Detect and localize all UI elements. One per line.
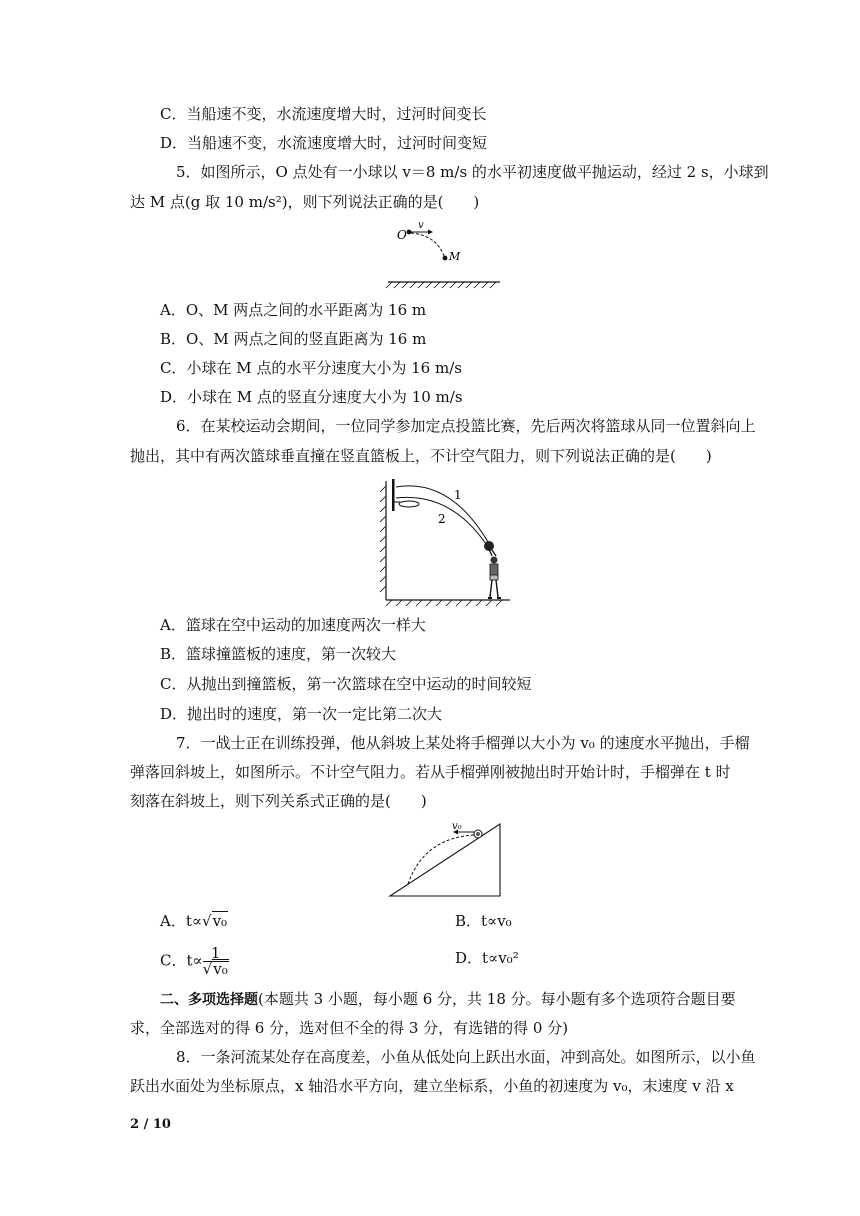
q6-option-d: D．抛出时的速度，第一次一定比第二次大 [160,705,443,723]
q6-player [488,549,501,598]
q7-option-c-denominator: v₀ [213,960,228,978]
q4-option-d: D．当船速不变，水流速度增大时，过河时间变短 [160,134,488,152]
q7-slope-figure [388,818,508,900]
section2-instructions: (本题共 3 小题，每小题 6 分，共 18 分。每小题有多个选项符合题目要 [258,990,736,1008]
q7-stem-line3: 刻落在斜坡上，则下列关系式正确的是( ) [130,792,427,810]
q7-option-c [160,946,229,977]
q7-option-c-numerator: 1 [210,944,221,962]
q7-option-c-prefix: C．t∝ [160,951,203,970]
page-number: 2 / 10 [130,1117,171,1132]
q6-option-b: B．篮球撞篮板的速度，第一次较大 [160,645,397,663]
q5-label-o: O [397,228,407,242]
q5-option-a: A．O、M 两点之间的水平距离为 16 m [160,301,427,319]
q7-option-a-prefix: A．t∝ [160,912,203,930]
q5-projectile-figure [380,218,510,290]
q6-label-2: 2 [438,512,446,526]
section2-title: 二、多项选择题 [160,992,258,1008]
q6-basketball-figure [378,476,518,608]
q7-stem-line1: 7．一战士正在训练投弹，他从斜坡上某处将手榴弹以大小为 v₀ 的速度水平抛出，手榴 [176,734,750,752]
q5-option-d: D．小球在 M 点的竖直分速度大小为 10 m/s [160,388,463,406]
section2-heading-line1 [160,989,736,1010]
q6-stem-line2: 抛出，其中有两次篮球垂直撞在竖直篮板上，不计空气阻力，则下列说法正确的是( ) [130,447,712,465]
q5-label-m: M [449,250,461,263]
q8-stem-line1: 8．一条河流某处存在高度差，小鱼从低处向上跃出水面，冲到高处。如图所示，以小鱼 [176,1048,756,1066]
q5-label-v: v [418,220,424,231]
q7-option-c-fraction: $\frac{1}{\text{√v₀}}$ [202,944,228,978]
q7-option-a [160,911,228,931]
q7-option-a-radicand: v₀ [212,912,228,930]
q7-label-v0: v₀ [452,821,462,832]
q7-stem-line2: 弹落回斜坡上，如图所示。不计空气阻力。若从手榴弹刚被抛出时开始计时，手榴弹在 t 时 [130,763,731,781]
q7-option-b: B．t∝v₀ [455,912,512,930]
q6-stem-line1: 6．在某校运动会期间，一位同学参加定点投篮比赛，先后两次将篮球从同一位置斜向上 [176,417,756,435]
q6-option-a: A．篮球在空中运动的加速度两次一样大 [160,616,426,634]
q4-option-c: C．当船速不变，水流速度增大时，过河时间变长 [160,105,487,123]
q5-stem-line2: 达 M 点(g 取 10 m/s²)，则下列说法正确的是( ) [130,193,480,211]
q8-stem-line2: 跃出水面处为坐标原点，x 轴沿水平方向，建立坐标系，小鱼的初速度为 v₀，末速度 v 沿 x [130,1077,734,1095]
q5-ball [407,230,412,235]
q6-label-1: 1 [454,488,462,502]
q7-option-a-sqrt: √v₀ [202,912,228,930]
section2-heading-line2: 求，全部选对的得 6 分，选对但不全的得 3 分，有选错的得 0 分) [130,1019,569,1037]
q6-option-c: C．从抛出到撞篮板，第一次篮球在空中运动的时间较短 [160,675,532,693]
q5-option-b: B．O、M 两点之间的竖直距离为 16 m [160,330,427,348]
q5-option-c: C．小球在 M 点的水平分速度大小为 16 m/s [160,359,462,377]
q7-option-d: D．t∝v₀² [455,949,519,967]
q5-stem-line1: 5．如图所示，O 点处有一小球以 v＝8 m/s 的水平初速度做平抛运动，经过 2 s，小球到 [176,163,769,181]
